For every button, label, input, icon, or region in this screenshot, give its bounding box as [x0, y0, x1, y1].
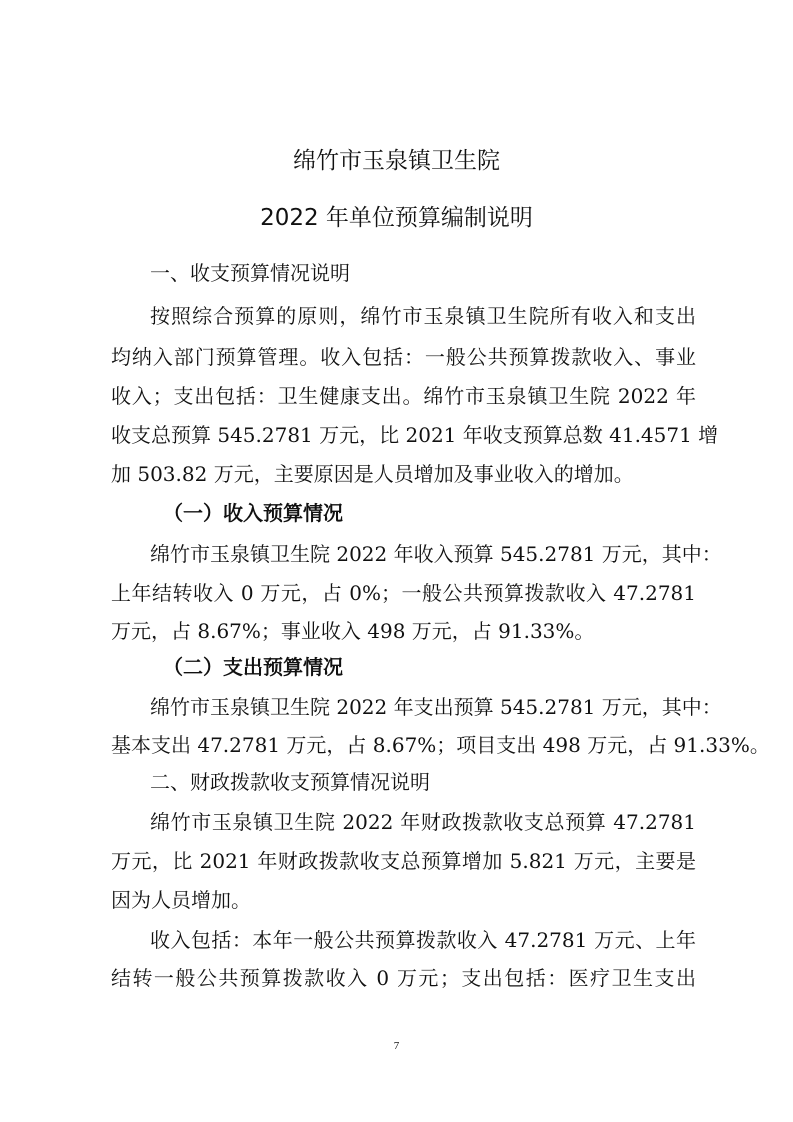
document-title: 2022 年单位预算编制说明: [260, 205, 533, 231]
income-budget-line: 上年结转收入 0 万元，占 0%；一般公共预算拨款收入 47.2781: [111, 581, 696, 605]
section1-paragraph-line: 按照综合预算的原则，绵竹市玉泉镇卫生院所有收入和支出: [150, 304, 696, 328]
document-title-org: 绵竹市玉泉镇卫生院: [293, 148, 500, 174]
section2-paragraph-line: 因为人员增加。: [111, 888, 251, 912]
income-budget-line: 万元，占 8.67%；事业收入 498 万元，占 91.33%。: [111, 619, 595, 643]
section2-paragraph-line: 万元，比 2021 年财政拨款收支总预算增加 5.821 万元，主要是: [111, 849, 696, 873]
section1-heading: 一、收支预算情况说明: [150, 261, 350, 285]
section1-paragraph-line: 收支总预算 545.2781 万元，比 2021 年收支预算总数 41.4571 增: [111, 423, 719, 447]
section2-paragraph-line: 绵竹市玉泉镇卫生院 2022 年财政拨款收支总预算 47.2781: [150, 810, 696, 834]
expense-budget-heading: （二）支出预算情况: [163, 655, 343, 679]
section2-paragraph-line: 收入包括：本年一般公共预算拨款收入 47.2781 万元、上年: [150, 928, 696, 952]
expense-budget-line: 基本支出 47.2781 万元，占 8.67%；项目支出 498 万元，占 91.33%。: [111, 733, 770, 757]
section2-heading: 二、财政拨款收支预算情况说明: [150, 770, 430, 794]
page-number: 7: [393, 1040, 400, 1052]
income-budget-line: 绵竹市玉泉镇卫生院 2022 年收入预算 545.2781 万元，其中：: [150, 542, 722, 566]
income-budget-heading: （一）收入预算情况: [163, 501, 343, 525]
section1-paragraph-line: 收入；支出包括：卫生健康支出。绵竹市玉泉镇卫生院 2022 年: [111, 384, 696, 408]
section1-paragraph-line: 加 503.82 万元，主要原因是人员增加及事业收入的增加。: [111, 462, 634, 486]
section1-paragraph-line: 均纳入部门预算管理。收入包括：一般公共预算拨款收入、事业: [111, 345, 696, 369]
expense-budget-line: 绵竹市玉泉镇卫生院 2022 年支出预算 545.2781 万元，其中：: [150, 695, 722, 719]
section2-paragraph-line: 结转一般公共预算拨款收入 0 万元；支出包括：医疗卫生支出: [111, 966, 696, 990]
